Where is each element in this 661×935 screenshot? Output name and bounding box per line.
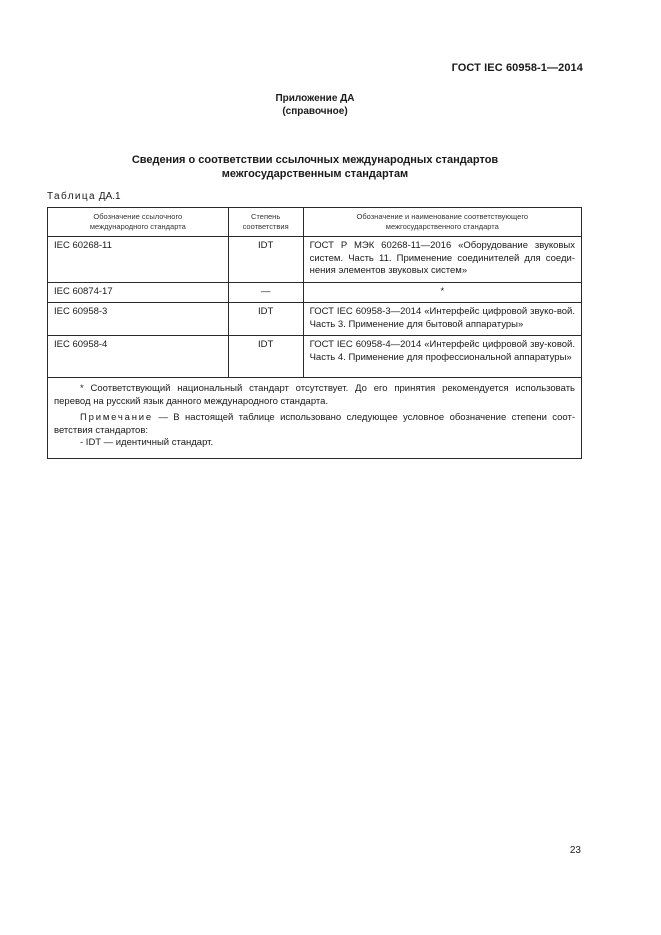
table-footer-row <box>48 378 582 459</box>
cell-ref: IEC 60268-11 <box>48 237 229 283</box>
cell-national: ГОСТ IEC 60958-3—2014 «Интерфейс цифровой звуко-вой. Часть 3. Применение для бытовой аппаратуры» <box>303 303 581 336</box>
note <box>54 412 575 437</box>
page-number: 23 <box>569 845 581 856</box>
cell-ref: IEC 60874-17 <box>48 282 229 303</box>
note-item: - IDT — идентичный стандарт. <box>80 437 214 448</box>
cell-ref: IEC 60958-3 <box>48 303 229 336</box>
section-title <box>0 153 630 181</box>
table-caption-number: ДА.1 <box>98 191 121 202</box>
cell-degree: IDT <box>228 303 303 336</box>
cell-degree: IDT <box>228 336 303 378</box>
table-row <box>48 282 582 303</box>
appendix-title: Приложение ДА <box>275 93 355 104</box>
correspondence-table <box>47 207 582 459</box>
section-title-line-1: Сведения о соответствии ссылочных международных стандартов <box>131 154 499 166</box>
header-national-standard: Обозначение и наименование соответствующего межгосударственного стандарта <box>303 208 581 237</box>
table-row <box>48 237 582 283</box>
document-code: ГОСТ IEC 60958-1—2014 <box>451 62 583 74</box>
note-label: Примечание <box>80 412 153 423</box>
section-title-line-2: межгосударственным стандартам <box>221 168 409 180</box>
table-caption-word: Таблица <box>47 191 97 202</box>
footnote: * Соответствующий национальный стандарт отсутствует. До его принятия рекомендуется использовать перевод на русский язык данного международного стандарта. <box>54 383 575 407</box>
table-notes <box>48 378 582 459</box>
cell-degree: IDT <box>228 237 303 283</box>
table-row <box>48 336 582 378</box>
table-header-row <box>48 208 582 237</box>
table-row <box>48 303 582 336</box>
cell-national: ГОСТ Р МЭК 60268-11—2016 «Оборудование звуковых систем. Часть 11. Применение соединителей для соеди-нения элементов звуковых систем» <box>303 237 581 283</box>
header-degree: Степень соответствия <box>228 208 303 237</box>
appendix-subtitle: (справочное) <box>282 106 348 117</box>
header-ref-standard: Обозначение ссылочного международного стандарта <box>48 208 229 237</box>
table-caption <box>47 191 121 202</box>
note-text: — В настоящей таблице использовано следующее условное обозначение степени соот-ветствия стандартов: <box>54 412 576 436</box>
appendix-heading <box>0 92 630 118</box>
cell-national: * <box>303 282 581 303</box>
cell-ref: IEC 60958-4 <box>48 336 229 378</box>
cell-degree: — <box>228 282 303 303</box>
cell-national: ГОСТ IEC 60958-4—2014 «Интерфейс цифровой зву-ковой. Часть 4. Применение для профессиональной аппаратуры» <box>303 336 581 378</box>
